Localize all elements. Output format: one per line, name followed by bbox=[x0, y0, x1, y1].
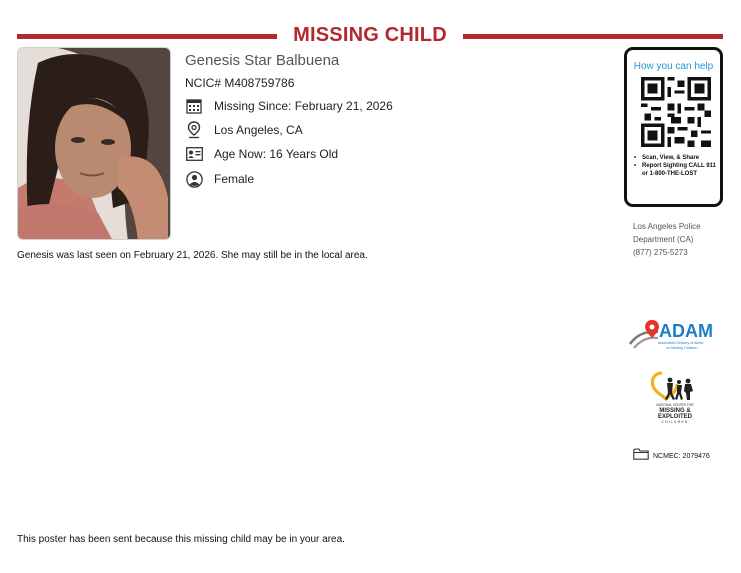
location-pin-icon bbox=[185, 121, 203, 139]
last-seen-description: Genesis was last seen on February 21, 2026. She may still be in the local area. bbox=[17, 250, 368, 261]
ncmec-case-number: NCMEC: 2079476 bbox=[653, 452, 710, 460]
agency-name: Los Angeles Police Department (CA) bbox=[633, 222, 701, 244]
header-rule-left bbox=[17, 34, 277, 39]
sex-text: Female bbox=[214, 172, 255, 186]
location-row bbox=[185, 121, 303, 139]
svg-text:EXPLOITED: EXPLOITED bbox=[657, 414, 693, 420]
qr-code[interactable] bbox=[641, 77, 711, 147]
location-text: Los Angeles, CA bbox=[214, 123, 303, 137]
svg-text:Automated Delivery of Alerts: Automated Delivery of Alerts bbox=[658, 341, 704, 345]
poster-footer-note: This poster has been sent because this missing child may be in your area. bbox=[17, 534, 345, 545]
svg-text:ADAM: ADAM bbox=[659, 321, 713, 341]
help-title: How you can help bbox=[633, 61, 714, 72]
ncmec-logo bbox=[646, 369, 704, 427]
age-now-text: Age Now: 16 Years Old bbox=[214, 147, 339, 161]
help-action-report: • Report Sighting CALL 911 or 1-800-THE-LOST bbox=[633, 162, 719, 178]
svg-text:NATIONAL CENTER FOR: NATIONAL CENTER FOR bbox=[656, 403, 694, 407]
folder-icon bbox=[633, 447, 649, 465]
header-rule-right bbox=[463, 34, 723, 39]
agency-phone: (877) 275-5273 bbox=[633, 248, 688, 257]
sex-row bbox=[185, 170, 254, 188]
ncmec-case-line bbox=[633, 447, 710, 465]
agency-info bbox=[633, 220, 733, 259]
missing-since-text: Missing Since: February 21, 2026 bbox=[214, 99, 393, 113]
help-actions bbox=[633, 154, 719, 178]
calendar-icon bbox=[185, 97, 203, 115]
child-photo bbox=[17, 47, 171, 240]
child-name: Genesis Star Balbuena bbox=[185, 52, 340, 69]
help-panel bbox=[624, 47, 723, 207]
svg-text:CHILDREN: CHILDREN bbox=[661, 420, 689, 424]
missing-since-row bbox=[185, 97, 393, 115]
id-card-icon bbox=[185, 145, 203, 163]
poster-title: MISSING CHILD bbox=[293, 24, 447, 46]
help-action-share: • Scan, View, & Share bbox=[633, 154, 719, 162]
svg-text:on Missing Children: on Missing Children bbox=[666, 346, 698, 350]
age-row bbox=[185, 145, 338, 163]
ncic-number: NCIC# M408759786 bbox=[185, 76, 295, 90]
svg-text:MISSING &: MISSING & bbox=[659, 408, 691, 414]
adam-logo bbox=[628, 318, 720, 354]
person-icon bbox=[185, 170, 203, 188]
